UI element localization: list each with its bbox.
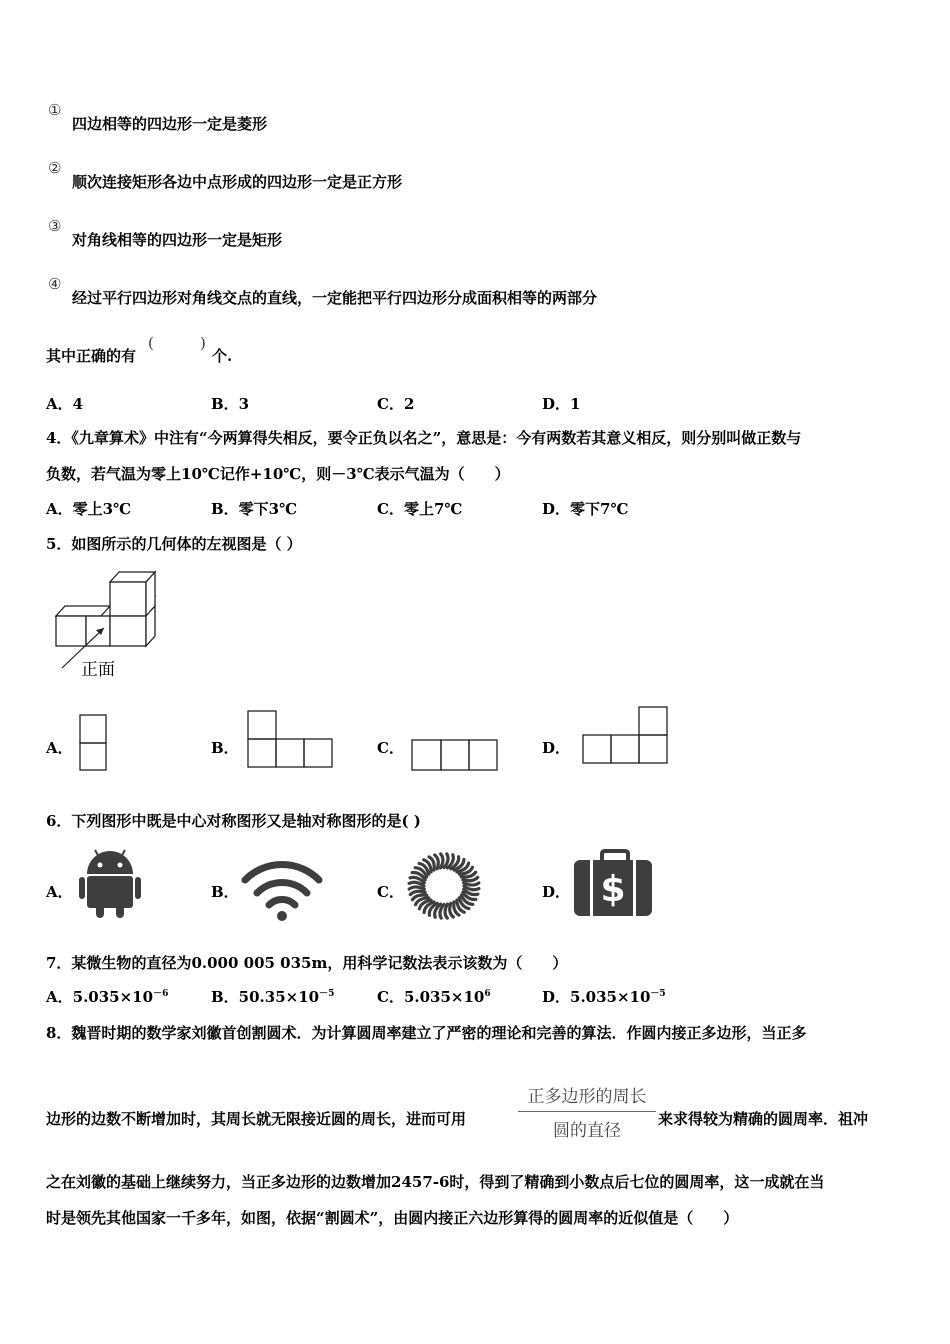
- q3-option-d: D．1: [542, 395, 581, 413]
- q6-option-b: B．: [211, 883, 239, 901]
- q4-option-a: A．零上3℃: [46, 500, 132, 518]
- q7-stem: 7．某微生物的直径为0.000 005 035m，用科学记数法表示该数为（ ）: [46, 954, 568, 972]
- q8-stem-line3: 之在刘徽的基础上继续努力，当正多边形的边数增加2457-6时，得到了精确到小数点后七位的圆周率，这一成就在当: [46, 1173, 825, 1191]
- sunburst-ray: [440, 904, 444, 918]
- q7-option-b: B．$50.35\times 10^{-5}$: [211, 988, 335, 1006]
- option-a-view: [80, 714, 110, 772]
- q7-option-c: C．$5.035\times 10^6$: [377, 988, 491, 1006]
- item-marker-4: ④: [48, 275, 62, 293]
- wifi-icon: [240, 856, 324, 922]
- q3-option-a: A．4: [46, 395, 84, 413]
- sunburst-ray: [464, 883, 479, 885]
- q6-stem: 6．下列图形中既是中心对称图形又是轴对称图形的是( ): [46, 812, 421, 830]
- q5-option-d: D．: [542, 739, 571, 757]
- q4-stem-line1: 4．《九章算术》中注有“今两算得失相反，要令正负以名之”，意思是：今有两数若其意义相反，则分别叫做正数与: [46, 429, 802, 447]
- q4-stem-line2: 负数，若气温为零上10℃记作+10℃，则－3℃表示气温为（ ）: [46, 465, 510, 483]
- q6-option-a: A．: [46, 883, 73, 901]
- option-b-view: [247, 710, 335, 770]
- q8-stem-line2-pre: 边形的边数不断增加时，其周长就无限接近圆的周长，进而可用: [46, 1110, 467, 1128]
- sunburst-ray: [445, 904, 447, 918]
- q3-paren-open: (: [148, 334, 154, 352]
- statement-1: 四边相等的四边形一定是菱形: [72, 115, 268, 133]
- q5-option-b: B．: [211, 739, 239, 757]
- q6-option-c: C．: [377, 883, 404, 901]
- q3-option-b: B．3: [211, 395, 250, 413]
- q8-stem-line1: 8．魏晋时期的数学家刘徽首创割圆术．为计算圆周率建立了严密的理论和完善的算法．作圆内接正多边形，当正多: [46, 1024, 807, 1042]
- q8-stem-line2-post: 来求得较为精确的圆周率．祖冲: [658, 1110, 869, 1128]
- briefcase-dollar-icon: [574, 850, 656, 918]
- sunburst-ray: [441, 854, 443, 868]
- option-c-view: [411, 739, 501, 773]
- statement-3: 对角线相等的四边形一定是矩形: [72, 231, 283, 249]
- perimeter-diameter-fraction: [518, 1082, 656, 1141]
- statement-2: 顺次连接矩形各边中点形成的四边形一定是正方形: [72, 173, 403, 191]
- q4-option-c: C．零上7℃: [377, 500, 463, 518]
- q5-option-a: A．: [46, 739, 73, 757]
- option-d-view: [582, 706, 670, 766]
- q5-stem: 5．如图所示的几何体的左视图是（ ）: [46, 535, 302, 553]
- item-marker-2: ②: [48, 159, 62, 177]
- q7-option-d: D．$5.035\times 10^{-5}$: [542, 988, 666, 1006]
- q3-option-c: C．2: [377, 395, 415, 413]
- fraction-denominator: 圆的直径: [553, 1121, 621, 1141]
- item-marker-3: ③: [48, 217, 62, 235]
- android-icon: [79, 848, 141, 918]
- sunburst-ray: [409, 887, 424, 889]
- q8-stem-line4: 时是领先其他国家一千多年，如图，依据“割圆术”，由圆内接正六边形算得的圆周率的近似值是（ ）: [46, 1209, 739, 1227]
- statement-4: 经过平行四边形对角线交点的直线，一定能把平行四边形分成面积相等的两部分: [72, 289, 598, 307]
- q3-stem-suffix: 个.: [212, 347, 233, 365]
- sunburst-icon: [404, 850, 484, 922]
- fraction-numerator: 正多边形的周长: [518, 1082, 656, 1112]
- sunburst-ray: [444, 854, 448, 868]
- front-label: 正面: [81, 660, 115, 680]
- q3-stem-prefix: 其中正确的有: [46, 347, 137, 365]
- q5-option-c: C．: [377, 739, 404, 757]
- q6-option-d: D．: [542, 883, 571, 901]
- item-marker-1: ①: [48, 101, 62, 119]
- q4-option-d: D．零下7℃: [542, 500, 629, 518]
- q7-option-a: A．$5.035\times 10^{-6}$: [46, 988, 169, 1006]
- dollar-sign: $: [600, 869, 626, 910]
- q3-paren-close: ): [200, 334, 206, 352]
- q4-option-b: B．零下3℃: [211, 500, 298, 518]
